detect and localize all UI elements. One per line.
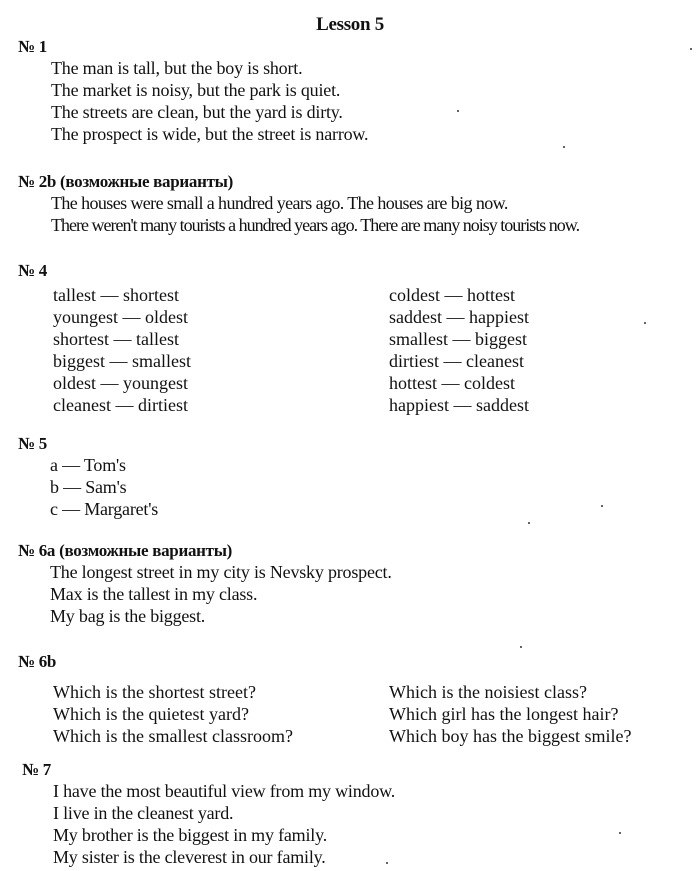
exercise-6a — [18, 541, 698, 627]
exercise-answers — [53, 780, 700, 868]
answer-line: My sister is the cleverest in our family. — [53, 847, 326, 867]
scan-speck — [386, 862, 388, 864]
exercise-7 — [22, 760, 700, 868]
exercise-6b — [18, 652, 698, 747]
answer-line: oldest — youngest — [53, 373, 188, 393]
answer-line: Which is the noisiest class? — [389, 682, 587, 702]
answer-line: coldest — hottest — [389, 285, 515, 305]
scan-speck — [563, 146, 565, 148]
answer-column-right — [389, 284, 529, 416]
exercise-answers — [50, 561, 698, 627]
answer-line: The houses were small a hundred years ago. The houses are big now. — [51, 193, 508, 213]
exercise-heading: № 2b (возможные варианты) — [18, 172, 233, 191]
exercise-4 — [18, 261, 698, 416]
answer-line: My brother is the biggest in my family. — [53, 825, 327, 845]
answer-line: Which girl has the longest hair? — [389, 704, 619, 724]
exercise-heading: № 1 — [18, 37, 47, 56]
answer-line: hottest — coldest — [389, 373, 515, 393]
exercise-heading: № 6a (возможные варианты) — [18, 541, 233, 560]
answer-column-left — [53, 681, 389, 747]
exercise-1 — [18, 37, 698, 145]
answer-line: dirtiest — cleanest — [389, 351, 524, 371]
page-title: Lesson 5 — [316, 14, 384, 35]
scan-speck — [520, 646, 522, 648]
scan-speck — [457, 110, 459, 112]
answer-line: cleanest — dirtiest — [53, 395, 188, 415]
exercise-answers — [51, 192, 698, 236]
exercise-2b — [18, 172, 698, 236]
answer-line: The prospect is wide, but the street is narrow. — [51, 124, 369, 144]
scan-speck — [644, 322, 646, 324]
answer-line: The man is tall, but the boy is short. — [51, 58, 303, 78]
answer-line: The longest street in my city is Nevsky prospect. — [50, 562, 392, 582]
answer-line: I have the most beautiful view from my window. — [53, 781, 396, 801]
answer-line: The market is noisy, but the park is quiet. — [51, 80, 341, 100]
answer-line: Which is the quietest yard? — [53, 704, 249, 724]
answer-column-right — [389, 681, 631, 747]
answer-line: smallest — biggest — [389, 329, 527, 349]
answer-line: shortest — tallest — [53, 329, 179, 349]
answer-line: Which is the smallest classroom? — [53, 726, 293, 746]
exercise-heading: № 6b — [18, 652, 57, 671]
exercise-5 — [18, 434, 698, 520]
answer-line: c — Margaret's — [50, 499, 159, 519]
answer-line: Which is the shortest street? — [53, 682, 256, 702]
answer-line: b — Sam's — [50, 477, 127, 497]
answer-line: Max is the tallest in my class. — [50, 584, 258, 604]
exercise-heading: № 7 — [22, 760, 51, 779]
scan-speck — [601, 505, 603, 507]
exercise-answers — [51, 57, 698, 145]
answer-line: There weren't many tourists a hundred years ago. There are many noisy tourists now. — [51, 215, 580, 235]
exercise-answers — [50, 454, 698, 520]
scan-speck — [690, 48, 692, 50]
scan-speck — [528, 522, 530, 524]
answer-line: biggest — smallest — [53, 351, 191, 371]
exercise-heading: № 5 — [18, 434, 47, 453]
answer-columns — [53, 681, 698, 747]
exercise-heading: № 4 — [18, 261, 47, 280]
answer-line: happiest — saddest — [389, 395, 529, 415]
answer-line: I live in the cleanest yard. — [53, 803, 234, 823]
answer-columns — [53, 284, 698, 416]
answer-line: Which boy has the biggest smile? — [389, 726, 632, 746]
answer-line: saddest — happiest — [389, 307, 529, 327]
answer-column-left — [53, 284, 389, 416]
answer-line: a — Tom's — [50, 455, 126, 475]
answer-line: tallest — shortest — [53, 285, 179, 305]
answer-line: The streets are clean, but the yard is dirty. — [51, 102, 343, 122]
answer-line: My bag is the biggest. — [50, 606, 206, 626]
answer-line: youngest — oldest — [53, 307, 188, 327]
scan-speck — [619, 832, 621, 834]
